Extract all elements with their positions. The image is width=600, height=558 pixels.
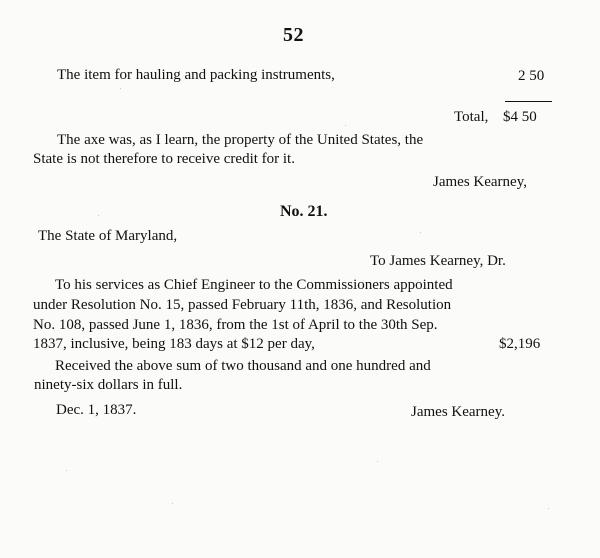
date-line: Dec. 1, 1837.	[56, 402, 137, 418]
note-line-2: State is not therefore to receive credit for it.	[33, 151, 295, 167]
page-number: 52	[283, 24, 304, 46]
to-line: To James Kearney, Dr.	[370, 253, 506, 269]
services-amount: $2,196	[499, 336, 541, 352]
received-line-1: Received the above sum of two thousand and one hundred and	[55, 358, 431, 374]
paper-speck	[172, 503, 173, 504]
total-amount: $4 50	[503, 109, 537, 125]
services-line-1: To his services as Chief Engineer to the Commissioners appointed	[55, 277, 453, 293]
services-line-4: 1837, inclusive, being 183 days at $12 per day,	[33, 336, 315, 352]
paper-speck	[98, 215, 99, 216]
paper-speck	[420, 232, 421, 233]
paper-speck	[548, 508, 549, 509]
paper-speck	[377, 461, 378, 462]
paper-speck	[66, 470, 67, 471]
signature-line-2: James Kearney.	[411, 404, 505, 420]
total-label: Total,	[454, 109, 489, 125]
note-line-1: The axe was, as I learn, the property of the United States, the	[57, 132, 424, 148]
paper-speck	[345, 125, 346, 126]
state-line: The State of Maryland,	[38, 228, 178, 244]
total-divider	[505, 101, 552, 102]
services-line-3: No. 108, passed June 1, 1836, from the 1st of April to the 30th Sep.	[33, 317, 438, 333]
item-amount: 2 50	[518, 68, 545, 84]
received-line-2: ninety-six dollars in full.	[34, 377, 183, 393]
paper-speck	[120, 88, 121, 89]
item-line: The item for hauling and packing instruments,	[57, 67, 335, 83]
services-line-2: under Resolution No. 15, passed February 11th, 1836, and Resolution	[33, 297, 452, 313]
signature-line-1: James Kearney,	[433, 174, 527, 190]
section-heading: No. 21.	[280, 203, 328, 220]
